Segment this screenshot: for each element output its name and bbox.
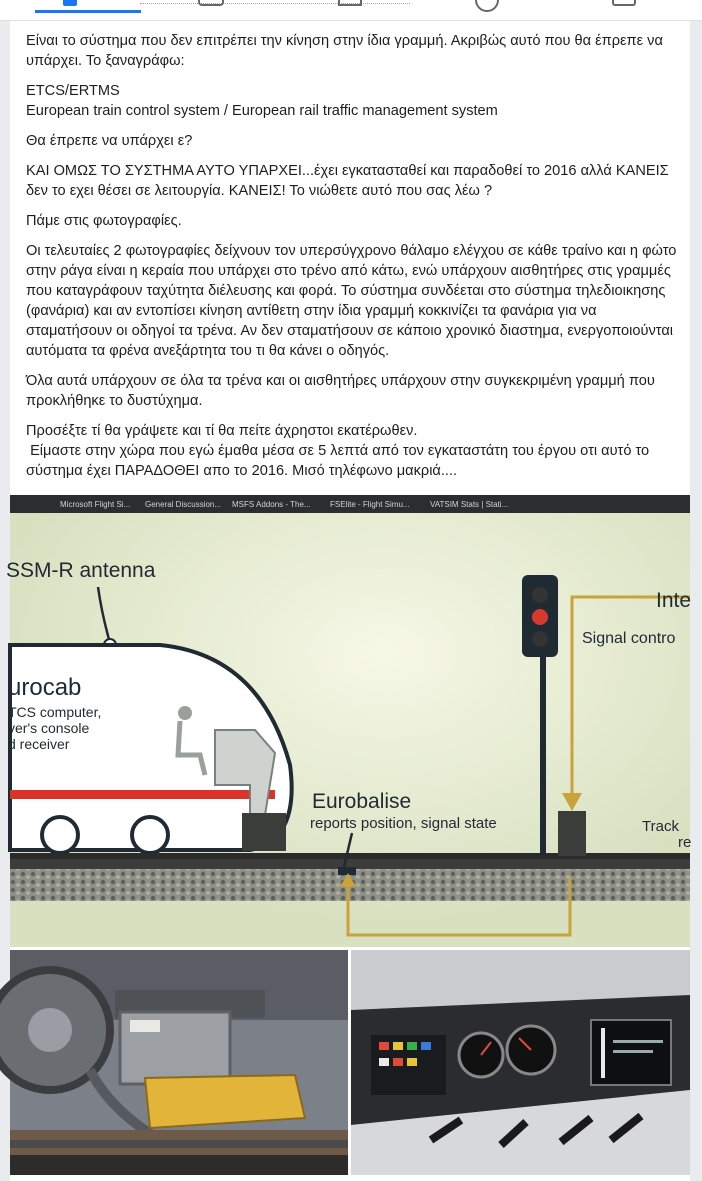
browser-tab: VATSIM Stats | Stati... [430,500,509,509]
balise-antenna-photo [10,950,348,1175]
nav-marketplace-tab[interactable] [338,0,362,6]
interlocking-label: Inte [656,589,692,612]
post-photo-etcs-diagram[interactable] [6,495,692,947]
menu-icon [612,0,636,6]
post-photo-cab-console[interactable] [351,950,690,1175]
browser-tab: FSElite - Flight Simu... [330,500,410,509]
wheel-icon [42,817,78,853]
eurobalise-icon [338,867,356,875]
post-card [6,21,692,1181]
antenna-label: SSM-R antenna [6,559,156,582]
eurocab-detail: TCS computer, [8,704,102,720]
post-paragraph: Όλα αυτά υπάρχουν σε όλα τα τρένα και οι αισθητήρες υπάρχουν στην συγκεκριμένη γραμμή που προκλήθηκε το δυστύχημα. [26,373,655,409]
track-label: Track [642,818,679,835]
browser-tab: MSFS Addons - The... [232,500,311,509]
post-paragraph: Είναι το σύστημα που δεν επιτρέπει την κίνηση στην ίδια γραμμή. Ακριβώς αυτό που θα έπρεπε να υπάρχει. Το ξαναγράφω: [26,33,663,69]
nav-home-tab[interactable] [55,0,85,6]
post-photo-balise-antenna[interactable] [10,950,348,1175]
post-paragraph: Οι τελευταίες 2 φωτογραφίες δείχνουν τον υπερσύγχρονο θάλαμο ελέγχου σε κάθε τραίνο και η φώτο στην ράγα είναι η κεραία που υπάρχει στο τρένο από κάτω, ενώ υπάρχουν αισθητήρες στις γραμμές που καταγράφουν ταχύτητα διέλευσης και φορά. Το σύστημα συνδέεται στο σύστημα τηλεδιοικησης (φανάρια) και αν εντοπίσει κίνηση αντίθετη στην ίδια γραμμή κοκκινίζει τα φανάρια για να σταματήσουν οι οδηγοί τα τρένα. Αν δεν σταματήσουν σε κάποιο χρονικό διαστημα, ενεργοποιούνται αυτόματα τα φρένα ανεξάρτητα του τι θα κάνει ο οδηγός. [26,243,677,359]
post-paragraph: Πάμε στις φωτογραφίες. [26,213,182,229]
nav-menu-tab[interactable] [612,0,636,6]
eurocab-unit [242,813,286,851]
browser-tab: General Discussion... [145,500,222,509]
post-paragraph: ΚΑΙ ΟΜΩΣ ΤΟ ΣΥΣΤΗΜΑ ΑΥΤΟ ΥΠΑΡΧΕΙ...έχει εγκατασταθεί και παραδοθεί το 2016 αλλά ΚΑΝΕΙΣ δεν το εχει θέσει σε λειτουργία. ΚΑΝΕΙΣ! Το νιώθετε αυτό που σας λέω ? [26,163,669,199]
eurocab-detail: ver's console [8,720,90,736]
signal-red-light [532,609,548,625]
divider [140,0,410,4]
cab-console-photo [351,950,690,1175]
wheel-icon [132,817,168,853]
balise-antenna-yellow [145,1075,305,1128]
post-paragraph: Θα έπρεπε να υπάρχει ε? [26,133,193,149]
post-text [26,31,686,491]
browser-tab: Microsoft Flight Si... [60,500,131,509]
home-icon [63,0,77,6]
signal-pole [540,655,546,855]
etcs-diagram [6,495,692,947]
groups-icon [475,0,499,12]
rail [10,1140,348,1148]
nav-groups-tab[interactable] [475,0,499,6]
video-icon [198,0,224,6]
post-paragraph: ETCS/ERTMS [26,83,120,99]
eurocab-detail: d receiver [8,736,70,752]
top-navigation-bar [0,0,702,21]
signal-control-label: Signal contro [582,630,676,647]
eurobalise-label: Eurobalise [312,790,412,813]
active-tab-indicator [35,10,141,13]
eurocab-label: urocab [8,674,82,701]
train-stripe [10,790,275,799]
nav-watch-tab[interactable] [198,0,222,6]
marketplace-icon [338,0,362,6]
post-paragraph: European train control system / European rail traffic management system [26,103,498,119]
rail [10,853,690,859]
eurobalise-detail: reports position, signal state [310,815,497,832]
post-paragraph: Προσέξτε τί θα γράψετε και τί θα πείτε άχρηστοι εκατέρωθεν. [26,423,418,439]
post-paragraph: Είμαστε στην χώρα που εγώ έμαθα μέσα σε 5 λεπτά από τον εγκαταστάτη του έργου οτι αυτό το σύστημα έχει ΠΑΡΑΔΟΘΕΙ απο το 2016. Μισό τηλέφωνο μακριά.... [26,443,654,479]
track-label: re [678,834,692,851]
trackside-unit [558,811,586,856]
